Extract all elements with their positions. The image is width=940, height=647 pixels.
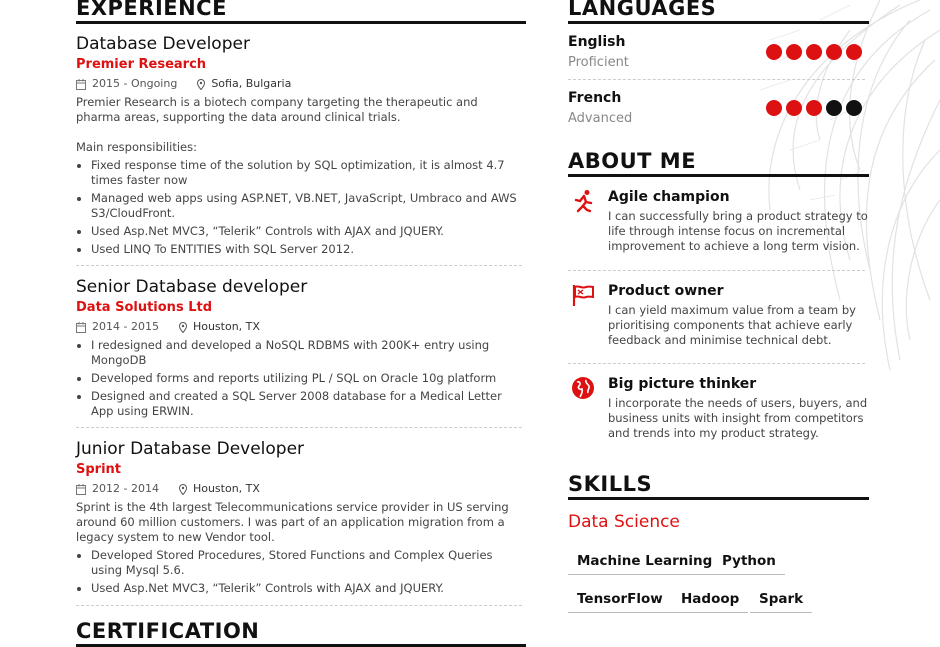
skill-chip: Python <box>713 553 785 575</box>
job-bullet: • Fixed response time of the solution by SQL optimization, it is almost 4.7 times faster now <box>91 158 522 188</box>
job-bullet: • Developed Stored Procedures, Stored Functions and Complex Queries using Mysql 5.6. <box>91 548 522 578</box>
job-title: Senior Database developer <box>76 277 308 297</box>
job-location: Houston, TX <box>192 482 260 495</box>
about-me-heading: ABOUT ME <box>568 150 869 177</box>
job-bullet: • Managed web apps using ASP.NET, VB.NET, JavaScript, Umbraco and AWS S3/CloudFront. <box>91 191 522 221</box>
running-person-icon <box>571 189 595 213</box>
about-item-title: Big picture thinker <box>608 376 757 392</box>
divider <box>568 79 865 80</box>
about-item-text: I incorporate the needs of users, buyers, and business units with insight from competitors and trends into my product strategy. <box>608 396 868 440</box>
rating-dot-filled <box>846 44 862 60</box>
job-dates: 2015 - Ongoing <box>92 77 178 90</box>
job-location: Sofia, Bulgaria <box>211 77 292 90</box>
location-pin-icon <box>197 79 205 90</box>
experience-heading: EXPERIENCE <box>76 0 526 24</box>
divider <box>568 270 865 271</box>
job-bullet: • Used Asp.Net MVC3, “Telerik” Controls with AJAX and JQUERY. <box>91 224 522 239</box>
rating-dot-empty <box>846 100 862 116</box>
language-rating <box>766 100 862 116</box>
about-item-title: Agile champion <box>608 189 730 205</box>
job-bullet: • Used LINQ To ENTITIES with SQL Server 2012. <box>91 242 522 257</box>
job-meta <box>76 482 522 496</box>
company-name: Sprint <box>76 462 122 477</box>
flag-icon <box>571 283 595 307</box>
location-pin-icon <box>179 484 187 495</box>
about-item-title: Product owner <box>608 283 724 299</box>
job-bullet: • Used Asp.Net MVC3, “Telerik” Controls with AJAX and JQUERY. <box>91 581 522 596</box>
job-entry <box>76 277 522 422</box>
location-pin-icon <box>179 322 187 333</box>
job-description: Sprint is the 4th largest Telecommunications service provider in US serving around 60 million customers. I was part of an application migration from a legacy system to new Vendor tool. <box>76 500 509 544</box>
language-entry <box>568 90 869 126</box>
language-rating <box>766 44 862 60</box>
job-bullet: • Designed and created a SQL Server 2008 database for a Medical Letter App using ERWIN. <box>91 389 522 419</box>
globe-icon <box>571 376 595 400</box>
calendar-icon <box>76 79 86 90</box>
calendar-icon <box>76 322 86 333</box>
job-location: Houston, TX <box>192 320 260 333</box>
job-entry <box>76 34 522 260</box>
job-meta <box>76 320 522 334</box>
about-item-text: I can yield maximum value from a team by prioritising components that achieve early feedback and minimise technical debt. <box>608 303 856 347</box>
responsibilities-label: Main responsibilities: <box>76 140 197 154</box>
divider <box>568 363 865 364</box>
job-meta <box>76 77 522 91</box>
about-item-text: I can successfully bring a product strategy to life through intense focus on incremental improvement to achieve a long term vision. <box>608 209 868 253</box>
job-description: Premier Research is a biotech company targeting the therapeutic and pharma areas, supporting the data around clinical trials. <box>76 95 478 124</box>
job-title: Database Developer <box>76 34 250 54</box>
language-level: Proficient <box>568 55 629 70</box>
job-dates: 2014 - 2015 <box>92 320 159 333</box>
job-bullets <box>76 548 522 596</box>
language-name: English <box>568 34 626 50</box>
rating-dot-filled <box>786 44 802 60</box>
skills-heading: SKILLS <box>568 473 869 500</box>
rating-dot-filled <box>766 44 782 60</box>
language-name: French <box>568 90 622 106</box>
skill-category: Data Science <box>568 512 680 532</box>
rating-dot-filled <box>806 44 822 60</box>
rating-dot-filled <box>766 100 782 116</box>
job-bullet: • I redesigned and developed a NoSQL RDBMS with 200K+ entry using MongoDB <box>91 338 522 368</box>
calendar-icon <box>76 484 86 495</box>
job-bullet: • Developed forms and reports utilizing PL / SQL on Oracle 10g platform <box>91 371 522 386</box>
job-entry <box>76 439 522 599</box>
company-name: Data Solutions Ltd <box>76 300 213 315</box>
languages-heading: LANGUAGES <box>568 0 869 24</box>
divider <box>76 427 522 428</box>
divider <box>76 265 522 266</box>
rating-dot-filled <box>786 100 802 116</box>
job-bullets <box>76 158 522 257</box>
rating-dot-filled <box>806 100 822 116</box>
skill-chip: TensorFlow <box>568 591 672 613</box>
rating-dot-filled <box>826 44 842 60</box>
certification-heading: CERTIFICATION <box>76 620 526 647</box>
skill-chip: Hadoop <box>672 591 748 613</box>
job-dates: 2012 - 2014 <box>92 482 159 495</box>
rating-dot-empty <box>826 100 842 116</box>
skill-chip: Machine Learning <box>568 553 721 575</box>
divider <box>76 605 522 606</box>
job-title: Junior Database Developer <box>76 439 305 459</box>
job-bullets <box>76 338 522 419</box>
language-level: Advanced <box>568 111 633 126</box>
skill-chip: Spark <box>750 591 812 613</box>
language-entry <box>568 34 869 70</box>
company-name: Premier Research <box>76 57 207 72</box>
